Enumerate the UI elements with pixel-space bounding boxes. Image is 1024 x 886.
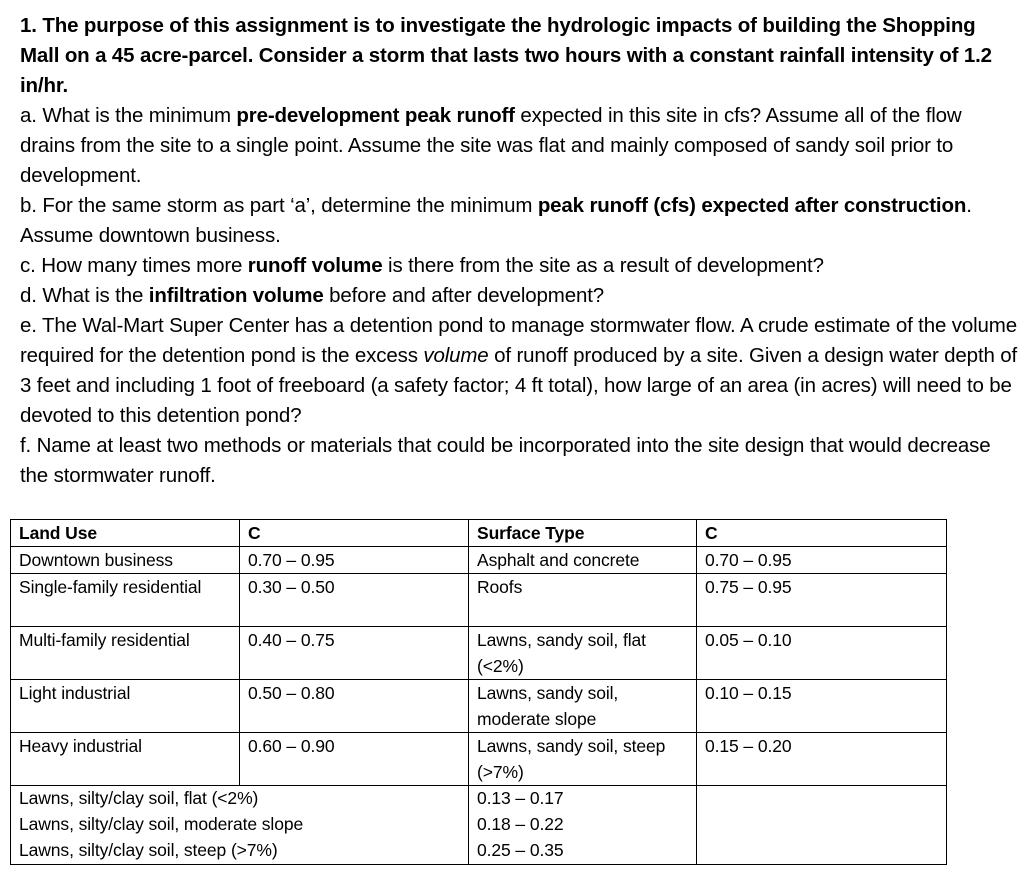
question-c-emphasis: runoff volume xyxy=(247,254,383,277)
c-value-cell: 0.75 – 0.95 xyxy=(697,574,947,627)
question-d xyxy=(20,281,1020,311)
land-use-cell: Lawns, silty/clay soil, steep (>7%) xyxy=(11,838,469,865)
land-use-cell: Lawns, silty/clay soil, flat (<2%) xyxy=(11,786,469,813)
header-surface-type: Surface Type xyxy=(469,520,697,547)
question-e xyxy=(20,311,1020,431)
c-value-cell: 0.70 – 0.95 xyxy=(697,547,947,574)
question-a xyxy=(20,101,1020,191)
empty-cell xyxy=(697,812,947,838)
question-c xyxy=(20,251,1020,281)
c-value-cell: 0.13 – 0.17 xyxy=(469,786,697,813)
table-row xyxy=(11,733,947,786)
surface-type-cell: Lawns, sandy soil, moderate slope xyxy=(469,680,697,733)
land-use-cell: Multi-family residential xyxy=(11,627,240,680)
c-value-cell: 0.10 – 0.15 xyxy=(697,680,947,733)
question-c-text: c. How many times more xyxy=(20,254,248,277)
table-row xyxy=(11,547,947,574)
c-value-cell: 0.40 – 0.75 xyxy=(240,627,469,680)
question-c-text-end: is there from the site as a result of development? xyxy=(382,254,824,277)
table-row xyxy=(11,786,947,813)
table-header-row xyxy=(11,520,947,547)
empty-cell xyxy=(697,838,947,865)
table-row xyxy=(11,838,947,865)
surface-type-cell: Roofs xyxy=(469,574,697,627)
question-e-emphasis: volume xyxy=(423,344,489,367)
land-use-cell: Single-family residential xyxy=(11,574,240,627)
table-row xyxy=(11,627,947,680)
question-d-text: d. What is the xyxy=(20,284,149,307)
question-d-emphasis: infiltration volume xyxy=(148,284,324,307)
runoff-coefficient-table xyxy=(10,519,947,865)
c-value-cell: 0.60 – 0.90 xyxy=(240,733,469,786)
surface-type-cell: Lawns, sandy soil, steep (>7%) xyxy=(469,733,697,786)
land-use-cell: Downtown business xyxy=(11,547,240,574)
table-row xyxy=(11,574,947,627)
header-land-use: Land Use xyxy=(11,520,240,547)
question-f: f. Name at least two methods or materials that could be incorporated into the site design that would decrease the stormwater runoff. xyxy=(20,434,991,487)
empty-cell xyxy=(697,786,947,813)
c-value-cell: 0.18 – 0.22 xyxy=(469,812,697,838)
question-e-text: e. The Wal-Mart Super Center has a detention pond to manage stormwater flow. A crude estimate of the volume required for the detention pond is the excess xyxy=(20,314,1017,367)
c-value-cell: 0.30 – 0.50 xyxy=(240,574,469,627)
question-a-text-end: expected in this site in cfs? Assume all of the flow drains from the site to a single point. Assume the site was flat and mainly composed of sandy soil prior to development. xyxy=(20,104,962,187)
land-use-cell: Light industrial xyxy=(11,680,240,733)
surface-type-cell: Lawns, sandy soil, flat (<2%) xyxy=(469,627,697,680)
table-row xyxy=(11,680,947,733)
c-value-cell: 0.05 – 0.10 xyxy=(697,627,947,680)
c-value-cell: 0.50 – 0.80 xyxy=(240,680,469,733)
question-a-text: a. What is the minimum xyxy=(20,104,237,127)
c-value-cell: 0.15 – 0.20 xyxy=(697,733,947,786)
land-use-cell: Heavy industrial xyxy=(11,733,240,786)
question-b-text-end: . Assume downtown business. xyxy=(20,194,972,247)
header-c-land: C xyxy=(240,520,469,547)
table-row xyxy=(11,812,947,838)
question-b xyxy=(20,191,1020,251)
c-value-cell: 0.25 – 0.35 xyxy=(469,838,697,865)
header-c-surface: C xyxy=(697,520,947,547)
land-use-cell: Lawns, silty/clay soil, moderate slope xyxy=(11,812,469,838)
problem-statement xyxy=(20,11,1020,491)
question-a-emphasis: pre-development peak runoff xyxy=(236,104,515,127)
c-value-cell: 0.70 – 0.95 xyxy=(240,547,469,574)
question-b-text: b. For the same storm as part ‘a’, determine the minimum xyxy=(20,194,538,217)
question-e-text-end: of runoff produced by a site. Given a design water depth of 3 feet and including 1 foot of freeboard (a safety factor; 4 ft total), how large of an area (in acres) will need to be devoted to this detention pond? xyxy=(20,344,1018,427)
surface-type-cell: Asphalt and concrete xyxy=(469,547,697,574)
question-b-emphasis: peak runoff (cfs) expected after construction xyxy=(537,194,967,217)
question-d-text-end: before and after development? xyxy=(323,284,605,307)
problem-intro: 1. The purpose of this assignment is to investigate the hydrologic impacts of building the Shopping Mall on a 45 acre-parcel. Consider a storm that lasts two hours with a constant rainfall intensity of 1.2 in/hr. xyxy=(20,14,992,97)
